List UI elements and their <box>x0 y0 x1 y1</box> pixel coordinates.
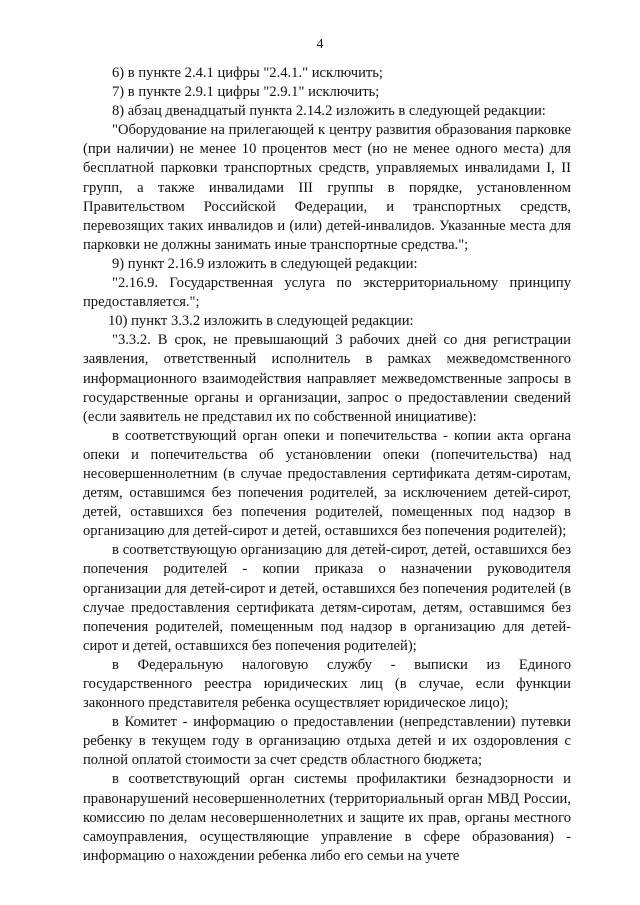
paragraph-3-3-2-quote: "3.3.2. В срок, не превышающий 3 рабочих дней со дня регистрации заявления, ответственный исполнитель в рамках межведомственного информационного взаимодействия направляет межведомственные запросы в государственные органы и организации, запрос о предоставлении сведений (если заявитель не представил их по собственной инициативе): <box>83 332 571 425</box>
paragraph-committee-request: в Комитет - информацию о предоставлении (непредставлении) путевки ребенку в текущем году в организацию отдыха детей и их оздоровления с полной оплатой стоимости за счет средств областного бюджета; <box>83 714 571 769</box>
paragraph-orphan-organization-request: в соответствующую организацию для детей-сирот, детей, оставшихся без попечения родителей - копии приказа о назначении руководителя организации для детей-сирот и детей, оставшихся без попечения родителей (в случае предоставления сертификата детям-сиротам, детям, оставшимся без попечения родителей, помещенным под надзор в организацию для детей-сирот и детей, оставшихся без попечения родителей); <box>83 542 571 654</box>
paragraph-parking-quote: "Оборудование на прилегающей к центру развития образования парковке (при наличии) не менее 10 процентов мест (но не менее одного места) для бесплатной парковки транспортных средств, управляемых инвалидами I, II групп, а также инвалидами III группы в порядке, установленном Правительством Российской Федерации, и транспортных средств, перевозящих таких инвалидов и (или) детей-инвалидов. Указанные места для парковки не должны занимать иные транспортные средства."; <box>83 122 571 253</box>
paragraph-tax-service-request: в Федеральную налоговую службу - выписки из Единого государственного реестра юридических лиц (в случае, если функции законного представителя ребенка осуществляет юридическое лицо); <box>83 656 571 712</box>
paragraph-item-8: 8) абзац двенадцатый пункта 2.14.2 изложить в следующей редакции: <box>112 103 546 120</box>
page-number: 4 <box>316 37 324 52</box>
paragraph-2-16-9-quote: "2.16.9. Государственная услуга по экстерриториальному принципу предоставляется."; <box>83 275 571 311</box>
paragraph-guardianship-request: в соответствующий орган опеки и попечительства - копии акта органа опеки и попечительства об установлении опеки (попечительства) над несовершеннолетним (в случае предоставления сертификата детям-сиротам, детям, оставшимся без попечения родителей, за исключением детей-сирот, детей, оставшихся без попечения родителей, помещенных под надзор в организацию для детей-сирот и детей, оставшихся без попечения родителей); <box>83 427 571 540</box>
paragraph-prevention-system-request: в соответствующий орган системы профилактики безнадзорности и правонарушений несовершеннолетних (территориальный орган МВД России, комиссию по делам несовершеннолетних и защите их прав, органы местного самоуправления, осуществляющие управление в сфере образования) - информацию о нахождении ребенка либо его семьи на учете <box>83 771 571 864</box>
document-body <box>83 64 571 866</box>
paragraph-item-7: 7) в пункте 2.9.1 цифры "2.9.1" исключить; <box>112 84 380 101</box>
paragraph-item-6: 6) в пункте 2.4.1 цифры "2.4.1." исключить; <box>112 65 383 81</box>
paragraph-item-10: 10) пункт 3.3.2 изложить в следующей редакции: <box>108 313 414 330</box>
paragraph-item-9: 9) пункт 2.16.9 изложить в следующей редакции: <box>112 255 418 272</box>
